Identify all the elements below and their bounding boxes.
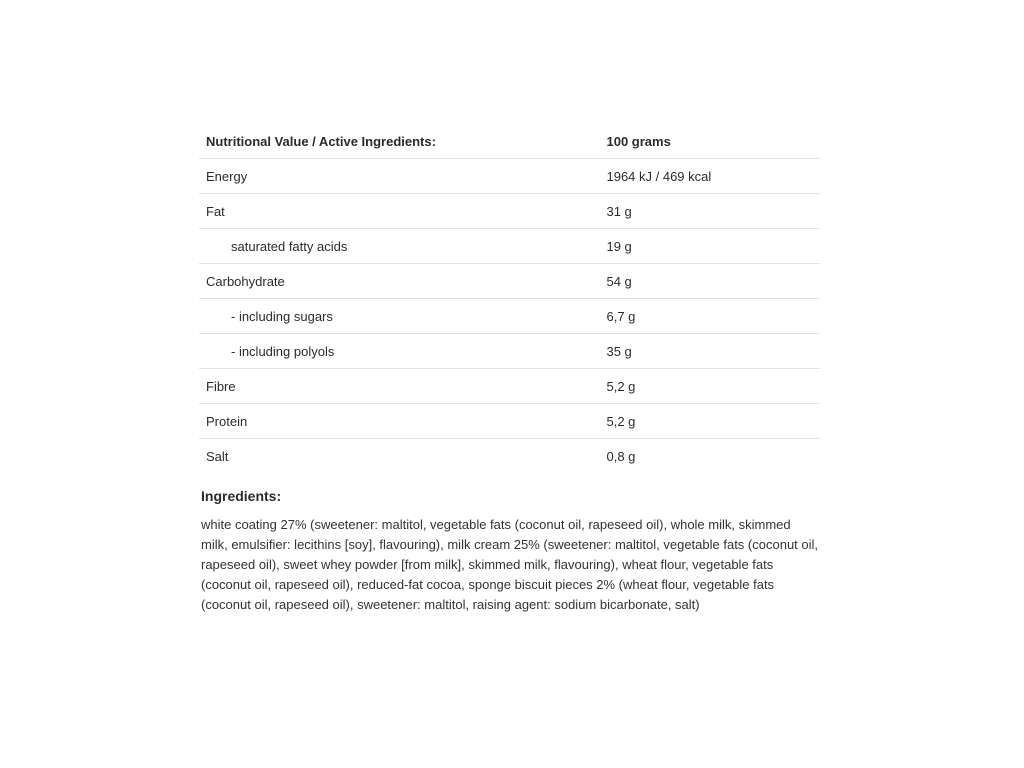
nutrient-value: 5,2 g: [599, 404, 820, 439]
table-row: [199, 369, 820, 404]
table-row: [199, 404, 820, 439]
nutrient-value: 5,2 g: [599, 369, 820, 404]
nutrient-value: 6,7 g: [599, 299, 820, 334]
nutrient-name: - including sugars: [199, 299, 599, 334]
nutrient-name: Carbohydrate: [199, 264, 599, 299]
table-row: [199, 264, 820, 299]
ingredients-heading: Ingredients:: [201, 488, 282, 504]
header-nutrient: Nutritional Value / Active Ingredients:: [199, 124, 599, 159]
table-header-row: [199, 124, 820, 159]
table-row: [199, 334, 820, 369]
table-row: [199, 194, 820, 229]
table-row: [199, 159, 820, 194]
nutrient-name: Protein: [199, 404, 599, 439]
table-row: [199, 439, 820, 474]
nutrient-value: 35 g: [599, 334, 820, 369]
table-row: [199, 229, 820, 264]
nutrient-value: 31 g: [599, 194, 820, 229]
nutrient-value: 19 g: [599, 229, 820, 264]
nutrient-name: Fibre: [199, 369, 599, 404]
table-row: [199, 299, 820, 334]
header-amount: 100 grams: [599, 124, 820, 159]
nutrition-table: [199, 124, 820, 473]
nutrient-name: Energy: [199, 159, 599, 194]
nutrient-name: Fat: [199, 194, 599, 229]
nutrient-name: Salt: [206, 448, 229, 464]
nutrient-name: saturated fatty acids: [199, 229, 599, 264]
nutrient-value: 0,8 g: [606, 448, 636, 464]
nutrient-value: 54 g: [599, 264, 820, 299]
nutrient-value: 1964 kJ / 469 kcal: [599, 159, 820, 194]
ingredients-text: white coating 27% (sweetener: maltitol, vegetable fats (coconut oil, rapeseed oil), whole milk, skimmed milk, emulsifier: lecithins [soy], flavouring), milk cream 25% (sweetener: maltitol, vegetable fats (coconut oil, rapeseed oil), sweet whey powder [from milk], skimmed milk, flavouring), wheat flour, vegetable fats (coconut oil, rapeseed oil), reduced-fat cocoa, sponge biscuit pieces 2% (wheat flour, vegetable fats (coconut oil, rapeseed oil), sweetener: maltitol, raising agent: sodium bicarbonate, salt): [201, 517, 819, 612]
product-info: [199, 124, 820, 615]
nutrient-name: - including polyols: [199, 334, 599, 369]
